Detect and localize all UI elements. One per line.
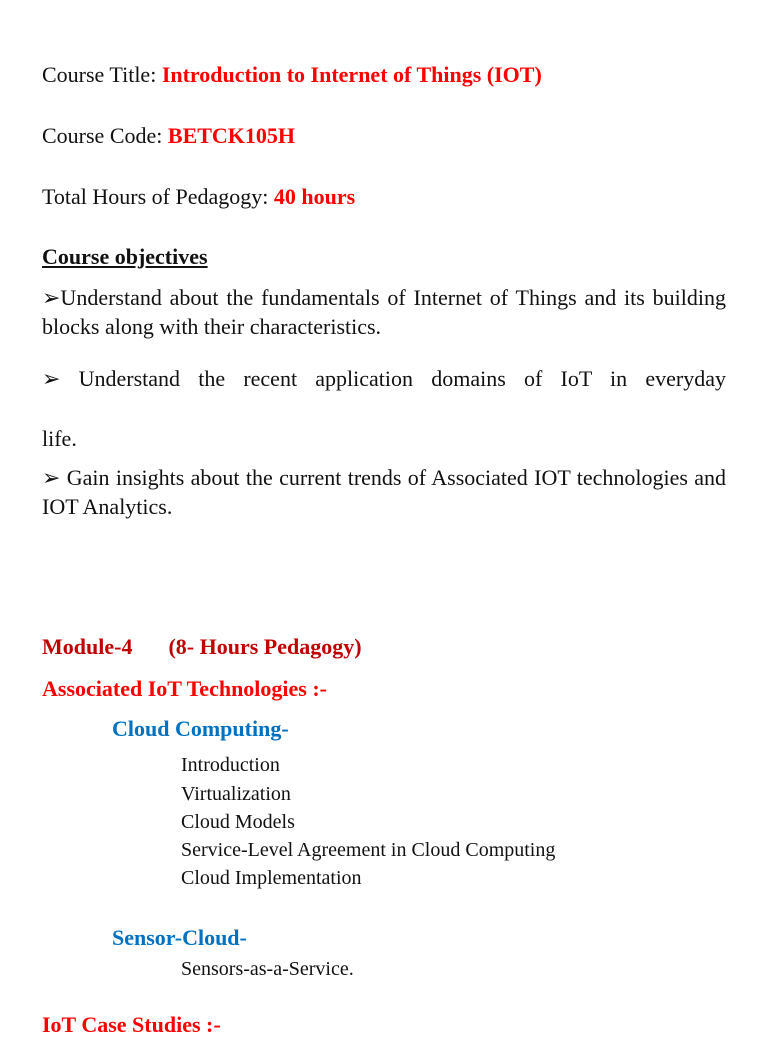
module-name: Module-4	[42, 634, 133, 659]
module-heading	[42, 634, 362, 660]
course-code-line	[42, 123, 295, 149]
topic-item: Introduction	[181, 754, 280, 776]
module-hours: (8- Hours Pedagogy)	[168, 634, 362, 659]
topic-item: Cloud Models	[181, 811, 295, 833]
topic-item: Service-Level Agreement in Cloud Computing	[181, 839, 556, 861]
course-title-value: Introduction to Internet of Things (IOT)	[161, 62, 542, 87]
objective-item-3: ➢ Gain insights about the current trends of Associated IOT technologies and IOT Analytics.	[42, 465, 726, 519]
objective-item-2: ➢ Understand the recent application domains of IoT in everyday	[42, 366, 726, 391]
objective-item-2-continuation: life.	[42, 426, 77, 451]
course-title-label: Course Title:	[42, 62, 162, 87]
course-code-value: BETCK105H	[167, 123, 296, 148]
total-hours-line	[42, 184, 355, 210]
topic-item: Cloud Implementation	[181, 867, 362, 889]
case-studies-heading: IoT Case Studies :-	[42, 1012, 221, 1037]
objective-item-1: ➢Understand about the fundamentals of Internet of Things and its building blocks along with their characteristics.	[42, 285, 726, 339]
sensor-cloud-heading: Sensor-Cloud-	[112, 925, 247, 950]
topic-item: Sensors-as-a-Service.	[181, 958, 354, 980]
course-code-label: Course Code:	[42, 123, 168, 148]
cloud-computing-heading: Cloud Computing-	[112, 716, 289, 741]
course-title-line	[42, 62, 542, 88]
topic-item: Virtualization	[181, 783, 291, 805]
total-hours-value: 40 hours	[273, 184, 356, 209]
course-objectives-heading: Course objectives	[42, 244, 208, 269]
total-hours-label: Total Hours of Pedagogy:	[42, 184, 274, 209]
module-title: Associated IoT Technologies :-	[42, 676, 328, 701]
